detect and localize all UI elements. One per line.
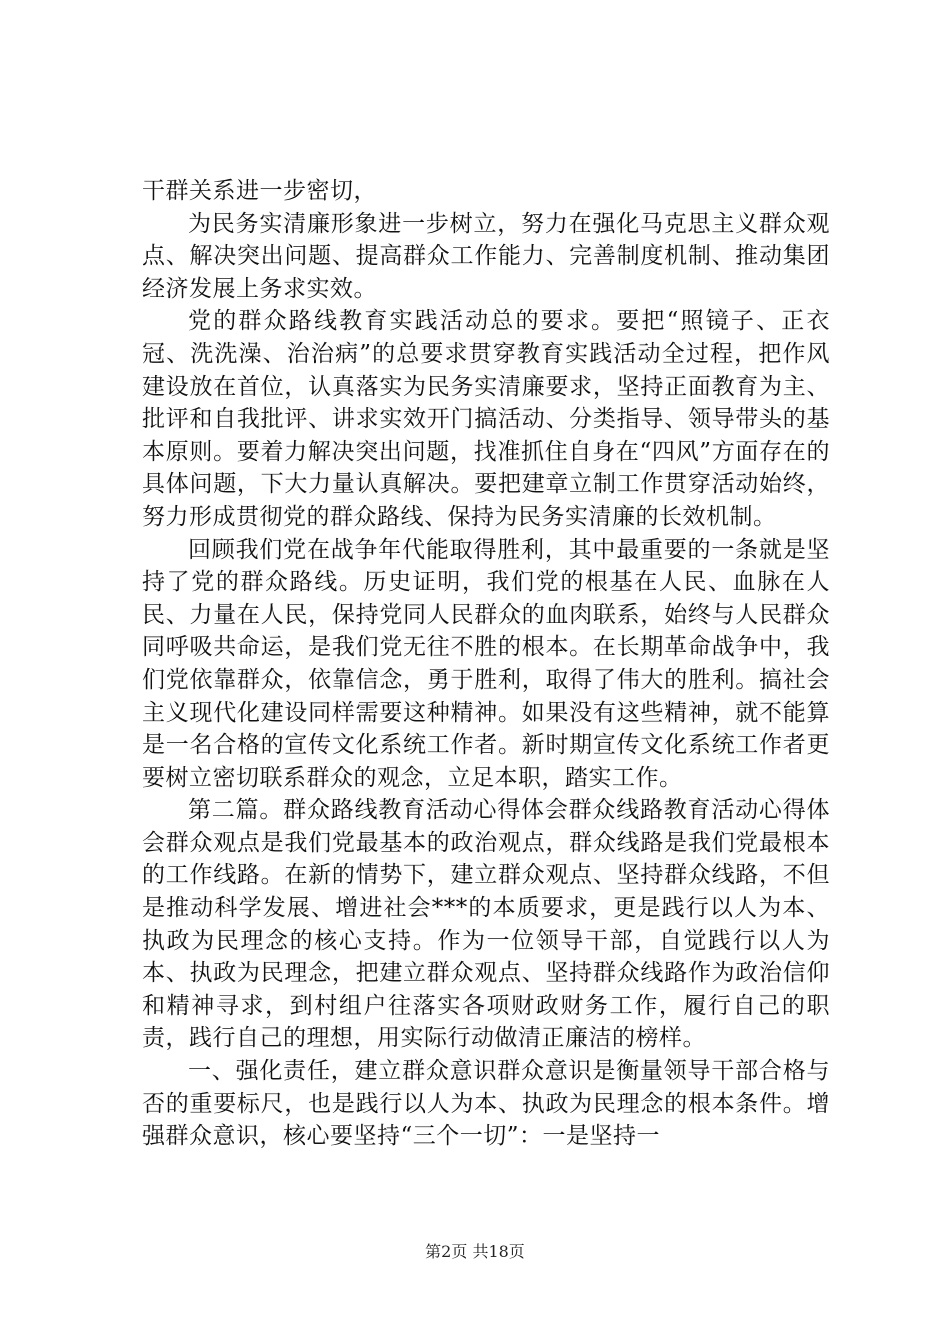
paragraph-6: 一、强化责任，建立群众意识群众意识是衡量领导干部合格与否的重要标尺，也是践行以人为本、执政为民理念的根本条件。增强群众意识，核心要坚持“三个一切”：一是坚持一 — [142, 1058, 830, 1150]
page-number-footer: 第2页 共18页 — [425, 1242, 525, 1261]
paragraph-1: 干群关系进一步密切， — [142, 178, 377, 204]
paragraph-3: 党的群众路线教育实践活动总的要求。要把“照镜子、正衣冠、洗洗澡、治治病”的总要求贯穿教育实践活动全过程，把作风建设放在首位，认真落实为民务实清廉要求，坚持正面教育为主、批评和自我批评、讲求实效开门搞活动、分类指导、领导带头的基本原则。要着力解决突出问题，找准抓住自身在“四风”方面存在的具体问题，下大力量认真解决。要把建章立制工作贯穿活动始终，努力形成贯彻党的群众路线、保持为民务实清廉的长效机制。 — [142, 308, 830, 530]
paragraph-4: 回顾我们党在战争年代能取得胜利，其中最重要的一条就是坚持了党的群众路线。历史证明，我们党的根基在人民、血脉在人民、力量在人民，保持党同人民群众的血肉联系，始终与人民群众同呼吸共命运，是我们党无往不胜的根本。在长期革命战争中，我们党依靠群众，依靠信念，勇于胜利，取得了伟大的胜利。搞社会主义现代化建设同样需要这种精神。如果没有这些精神，就不能算是一名合格的宣传文化系统工作者。新时期宣传文化系统工作者更要树立密切联系群众的观念，立足本职，踏实工作。 — [142, 536, 830, 791]
paragraph-2: 为民务实清廉形象进一步树立，努力在强化马克思主义群众观点、解决突出问题、提高群众工作能力、完善制度机制、推动集团经济发展上务求实效。 — [142, 210, 830, 302]
document-body — [142, 175, 830, 1153]
paragraph-5: 第二篇。群众路线教育活动心得体会群众线路教育活动心得体会群众观点是我们党最基本的政治观点，群众线路是我们党最根本的工作线路。在新的情势下，建立群众观点、坚持群众线路，不但是推动科学发展、增进社会***的本质要求，更是践行以人为本、执政为民理念的核心支持。作为一位领导干部，自觉践行以人为本、执政为民理念，把建立群众观点、坚持群众线路作为政治信仰和精神寻求，到村组户往落实各项财政财务工作，履行自己的职责，践行自己的理想，用实际行动做清正廉洁的榜样。 — [142, 797, 830, 1052]
